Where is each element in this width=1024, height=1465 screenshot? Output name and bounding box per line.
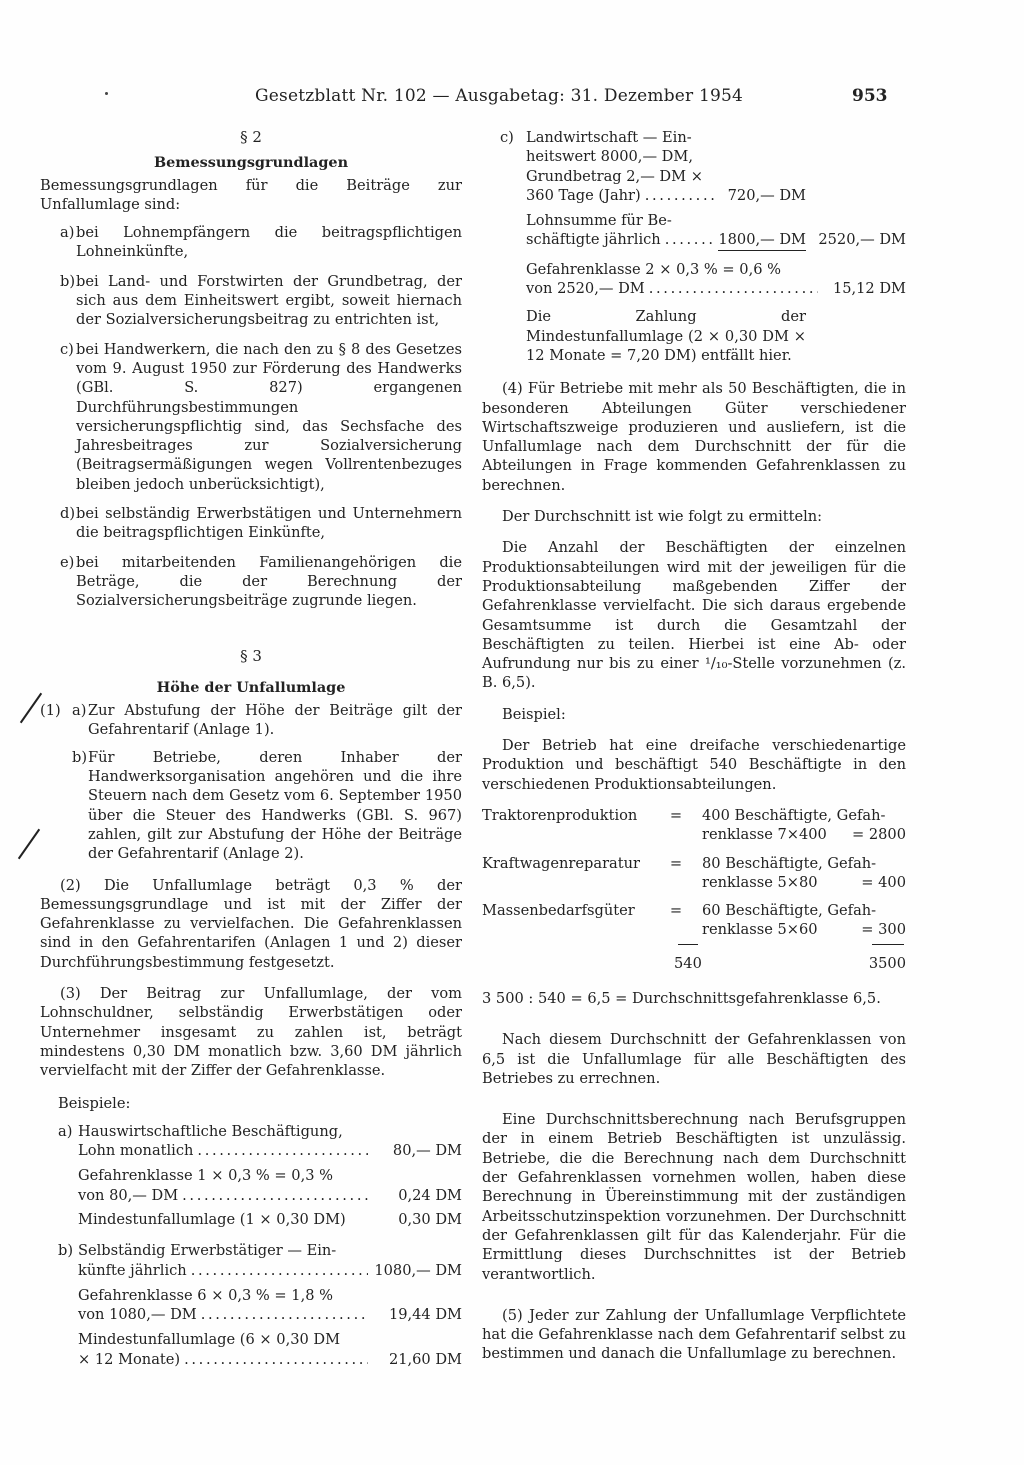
example-row — [78, 1210, 462, 1229]
calc-row — [482, 920, 906, 939]
calc-eq: = — [669, 806, 683, 824]
calc-name: Traktorenproduktion — [482, 806, 638, 824]
paragraph: (5) Jeder zur Zahlung der Unfallumlage Verpflichtete hat die Gefahrenklasse nach dem Gefahrentarif selbst zu bestimmen und danach die Unfallumlage zu berechnen. — [482, 1306, 906, 1363]
example-label: a) — [58, 1122, 73, 1140]
example-line: Lohnsumme für Be- — [526, 212, 672, 230]
calc-class: renklasse 7×400 — [702, 826, 827, 844]
example-row — [78, 1350, 462, 1369]
left-column — [40, 128, 462, 1369]
item-text: bei selbständig Erwerbstätigen und Unternehmern die beitragspflichtigen Einkünfte, — [76, 505, 462, 542]
example-line: Grundbetrag 2,— DM × — [526, 167, 703, 185]
row-text: schäftigte jährlich — [526, 231, 661, 249]
list-item — [40, 504, 462, 543]
leader-dots — [184, 1350, 368, 1369]
item-label: d) — [60, 505, 76, 523]
example-row — [526, 186, 806, 205]
paragraph: Der Durchschnitt ist wie folgt zu ermitteln: — [502, 508, 823, 526]
section-title: Höhe der Unfallumlage — [156, 678, 346, 696]
list-item — [40, 748, 462, 864]
item-label: b) — [60, 272, 76, 290]
row-text: von 2520,— DM — [526, 280, 645, 298]
paragraph-label: (1) — [40, 702, 61, 720]
paragraph: (4) Für Betriebe mit mehr als 50 Beschäftigten, die in besonderen Abteilungen Güter verschiedener Wirtschaftszweige produzieren und ausliefern, ist die Unfallumlage nach dem Durchschnitt der für die Abteilungen in Frage kommenden Gefahrenklassen zu berechnen. — [482, 380, 906, 494]
leader-dots — [191, 1261, 368, 1280]
example-label: c) — [500, 129, 514, 146]
list-item — [40, 223, 462, 262]
item-label: a) — [72, 702, 87, 720]
leader-dots — [197, 1141, 368, 1160]
calc-class: renklasse 5×80 — [702, 873, 818, 891]
list-item — [40, 701, 462, 740]
row-text: Mindestunfallumlage (1 × 0,30 DM) — [78, 1210, 346, 1228]
example-row — [526, 279, 906, 298]
example-c — [482, 128, 906, 365]
sum-rule — [872, 944, 904, 945]
calc-eq: = — [669, 854, 683, 872]
item-label: a) — [60, 224, 75, 242]
paragraph: Der Betrieb hat eine dreifache verschiedenartige Produktion und beschäftigt 540 Beschäftigte in den verschiedenen Produktionsabteilungen. — [482, 737, 906, 793]
example-row — [526, 230, 906, 250]
paragraph: Bemessungsgrundlagen für die Beiträge zur Unfallumlage sind: — [40, 176, 462, 213]
row-value: 720,— DM — [727, 186, 806, 204]
row-text: von 1080,— DM — [78, 1306, 197, 1324]
paragraph: Eine Durchschnittsberechnung nach Berufsgruppen der in einem Betrieb Beschäftigten ist unzulässig. Betriebe, die die Berechnung nach dem Durchschnitt der Gefahrenklassen vornehmen wollen, haben diese Berechnung in Übereinstimmung mit der zuständigen Arbeitsschutzinspektion vorzunehmen. Der Durchschnitt der Gefahrenklassen gilt für das Kalenderjahr. Für die Ermittlung dieses Durchschnittes ist der Betrieb verantwortlich. — [482, 1111, 906, 1283]
item-label: c) — [60, 340, 74, 358]
item-label: e) — [60, 553, 75, 571]
row-text: künfte jährlich — [78, 1261, 187, 1279]
example-line: Selbständig Erwerbstätiger — Ein- — [78, 1242, 337, 1260]
row-value: 0,24 DM — [398, 1186, 462, 1204]
row-total: 2520,— DM — [818, 231, 906, 249]
row-value: 15,12 DM — [832, 280, 906, 298]
header-title: Gesetzblatt Nr. 102 — Ausgabetag: 31. Dezember 1954 — [255, 86, 744, 106]
example-block — [40, 1122, 462, 1229]
section-number: § 2 — [240, 128, 262, 146]
sum-rule — [678, 944, 698, 945]
paragraph: (3) Der Beitrag zur Unfallumlage, der vom Lohnschuldner, selbständig Erwerbstätigen oder Unternehmer insgesamt zu zahlen ist, beträgt mindestens 0,30 DM monatlich bzw. 3,60 DM jährlich vervielfacht mit der Ziffer der Gefahrenklasse. — [40, 984, 462, 1080]
paragraph: Die Anzahl der Beschäftigten der einzelnen Produktionsabteilungen wird mit der jeweiligen für die Produktionsabteilung maßgebenden Ziffer der Gefahrenklasse vervielfacht. Die sich daraus ergebende Gesamtsumme ist durch die Gesamtzahl der Beschäftigten zu teilen. Hierbei ist eine Ab- oder Aufrundung nur bis zu einer ¹/₁₀-Stelle vorzunehmen (z. B. 6,5). — [482, 539, 906, 692]
row-text: × 12 Monate) — [78, 1350, 181, 1368]
calc-row — [482, 825, 906, 844]
example-line: Gefahrenklasse 1 × 0,3 % = 0,3 % — [78, 1167, 333, 1185]
item-text: bei Lohnempfängern die beitragspflichtigen Lohneinkünfte, — [76, 224, 462, 261]
examples-title: Beispiele: — [58, 1095, 131, 1113]
paragraph: Nach diesem Durchschnitt der Gefahrenklassen von 6,5 ist die Unfallumlage für alle Beschäftigten des Betriebes zu errechnen. — [482, 1031, 906, 1087]
example-block — [40, 1241, 462, 1369]
item-label: b) — [72, 748, 88, 766]
paragraph: Die Zahlung der Mindestunfallumlage (2 × 0,30 DM × 12 Monate = 7,20 DM) entfällt hier. — [526, 308, 806, 364]
sum-count: 540 — [674, 954, 702, 972]
row-value: 1800,— DM — [718, 230, 806, 250]
example-line: Mindestunfallumlage (6 × 0,30 DM — [78, 1331, 341, 1349]
example-line: heitswert 8000,— DM, — [526, 148, 693, 166]
page-number: 953 — [852, 86, 888, 106]
leader-dots — [201, 1305, 368, 1324]
header-dot — [105, 92, 108, 95]
item-text: Zur Abstufung der Höhe der Beiträge gilt der Gefahrentarif (Anlage 1). — [88, 702, 462, 739]
row-value: 21,60 DM — [388, 1350, 462, 1368]
calculation-table — [482, 806, 906, 973]
calc-name: Kraftwagenreparatur — [482, 854, 640, 872]
example-label: b) — [58, 1242, 74, 1260]
sum-total: 3500 — [868, 954, 906, 972]
calc-count: 80 Beschäftigte, Gefah- — [702, 854, 877, 872]
list-item — [40, 272, 462, 330]
example-line: Hauswirtschaftliche Beschäftigung, — [78, 1122, 343, 1140]
row-value: 19,44 DM — [388, 1306, 462, 1324]
paragraph: (2) Die Unfallumlage beträgt 0,3 % der Bemessungsgrundlage und ist mit der Ziffer der Gefahrenklasse zu vervielfachen. Die Gefahrenklassen sind in den Gefahrentarifen (Anlagen 1 und 2) dieser Durchführungsbestimmung festgesetzt. — [40, 876, 462, 971]
example-row — [78, 1305, 462, 1324]
sum-row — [482, 954, 906, 973]
calc-row — [482, 873, 906, 892]
calc-row — [482, 854, 906, 873]
calc-name: Massenbedarfsgüter — [482, 902, 635, 920]
leader-dots — [649, 279, 818, 298]
row-text: 360 Tage (Jahr) — [526, 186, 641, 204]
calc-eq: = — [669, 902, 683, 920]
example-title: Beispiel: — [502, 705, 566, 723]
example-row — [78, 1141, 462, 1160]
item-text: bei Handwerkern, die nach den zu § 8 des Gesetzes vom 9. August 1950 zur Förderung des Handwerks (GBl. S. 827) ergangenen Durchführungsbestimmungen versicherungspflichtig sind, das Sechsfache des Jahresbeitrages zur Sozialversicherung (Beitragsermäßigungen wegen Vollrentenbezuges bleiben jedoch unberücksichtigt), — [76, 340, 462, 493]
calc-result: = 400 — [861, 873, 906, 891]
calc-row — [482, 806, 906, 825]
calc-count: 60 Beschäftigte, Gefah- — [702, 902, 877, 920]
calc-result: = 2800 — [851, 826, 906, 844]
row-value: 80,— DM — [392, 1142, 462, 1160]
section-number: § 3 — [240, 646, 262, 665]
calc-count: 400 Beschäftigte, Gefah- — [702, 806, 886, 824]
margin-stroke — [18, 829, 40, 860]
list-item — [40, 553, 462, 611]
section-title: Bemessungsgrundlagen — [153, 154, 349, 172]
row-text: von 80,— DM — [78, 1186, 179, 1204]
row-text: Lohn monatlich — [78, 1142, 194, 1160]
calc-class: renklasse 5×60 — [702, 921, 818, 939]
item-text: Für Betriebe, deren Inhaber der Handwerksorganisation angehören und die ihre Steuern nach dem Gesetz vom 6. September 1950 über die Steuer des Handwerks (GBl. S. 967) zahlen, gilt zur Abstufung der Höhe der Beiträge der Gefahrentarif (Anlage 2). — [88, 748, 462, 863]
example-line: Gefahrenklasse 6 × 0,3 % = 1,8 % — [78, 1286, 333, 1304]
item-text: bei Land- und Forstwirten der Grundbetrag, der sich aus dem Einheitswert ergibt, soweit hiernach der Sozialversicherungsbeitrag zu entrichten ist, — [76, 272, 462, 329]
list-item — [40, 340, 462, 494]
right-column — [482, 128, 906, 1364]
example-line: Landwirtschaft — Ein- — [526, 129, 692, 146]
item-text: bei mitarbeitenden Familienangehörigen die Beträge, die der Berechnung der Sozialversicherungsbeiträge zugrunde liegen. — [76, 553, 462, 610]
row-value: 1080,— DM — [374, 1261, 462, 1279]
row-value: 0,30 DM — [398, 1210, 462, 1228]
margin-stroke — [20, 693, 42, 724]
calc-row — [482, 901, 906, 920]
leader-dots — [645, 186, 718, 205]
sum-rules — [482, 940, 906, 950]
division-line: 3 500 : 540 = 6,5 = Durchschnittsgefahrenklasse 6,5. — [482, 989, 881, 1007]
page-header — [0, 86, 1024, 110]
example-row — [78, 1261, 462, 1280]
example-line: Gefahrenklasse 2 × 0,3 % = 0,6 % — [526, 260, 781, 278]
example-row — [78, 1186, 462, 1205]
calc-result: = 300 — [861, 921, 906, 939]
leader-dots — [665, 230, 715, 249]
leader-dots — [182, 1186, 368, 1205]
